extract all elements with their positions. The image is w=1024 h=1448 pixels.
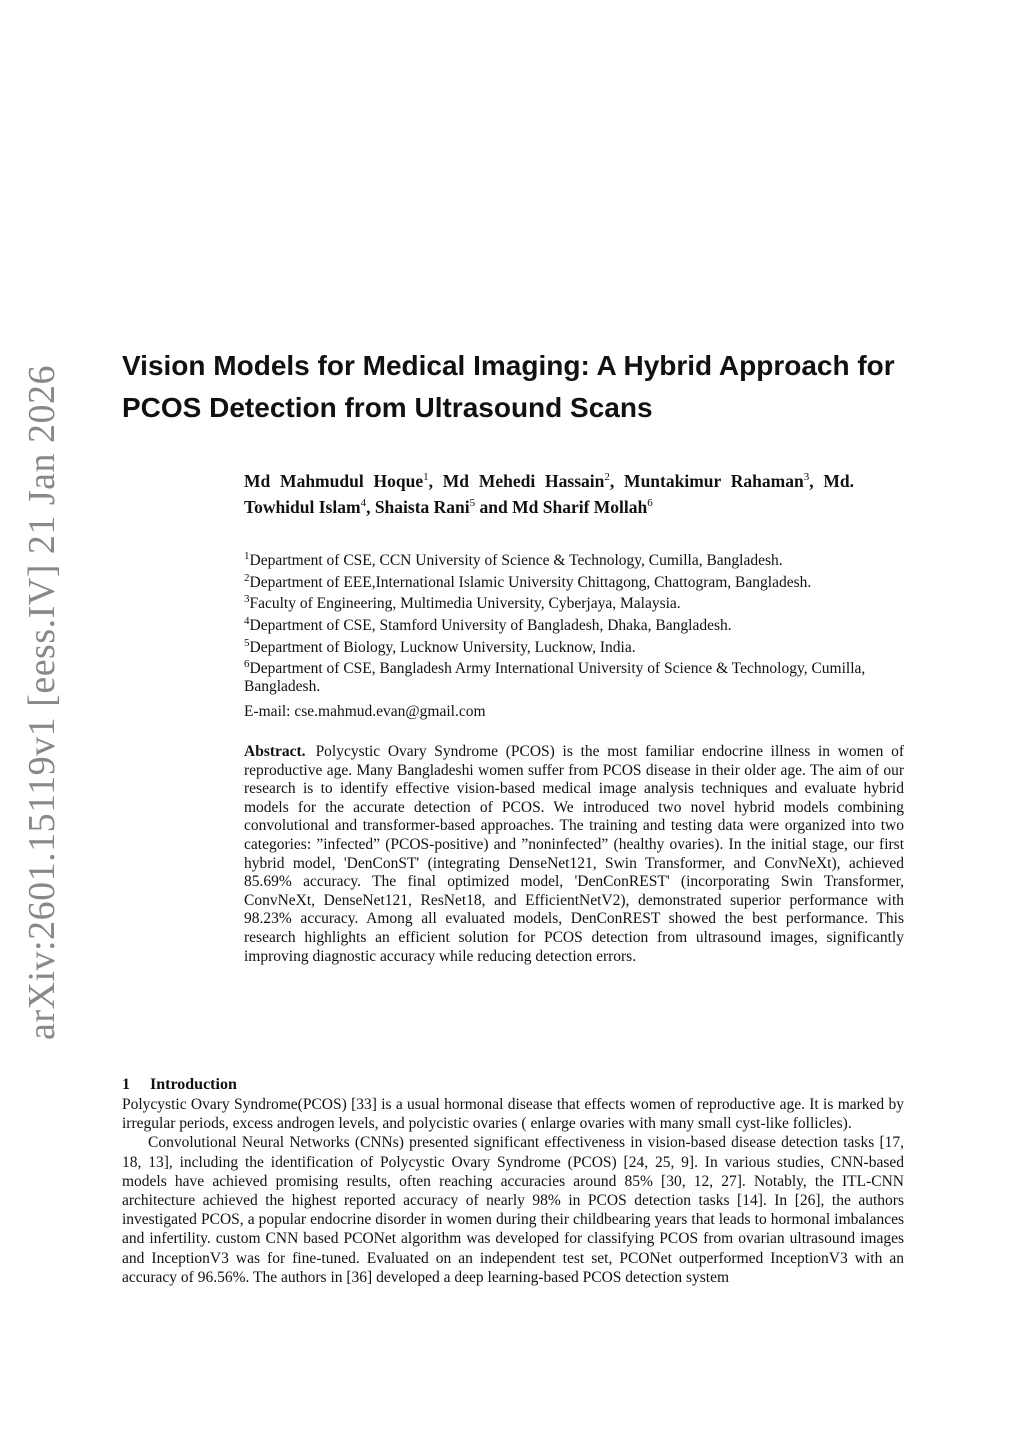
author-affil-mark: 6	[647, 496, 653, 509]
affiliation-mark: 1	[244, 550, 250, 562]
affiliation-text: Faculty of Engineering, Multimedia University, Cyberjaya, Malaysia.	[249, 595, 681, 613]
paper-title: Vision Models for Medical Imaging: A Hybrid Approach for PCOS Detection from Ultrasound Scans	[122, 350, 895, 423]
abstract-label: Abstract.	[244, 743, 306, 760]
body-paragraph: Polycystic Ovary Syndrome(PCOS) [33] is a usual hormonal disease that effects women of reproductive age. It is marked by irregular periods, excess androgen levels, and polycistic ovaries ( enlarge ovaries with many small cyst-like follicles).	[122, 1096, 904, 1133]
section-number: 1	[122, 1076, 130, 1093]
affiliation-text: Department of Biology, Lucknow University, Lucknow, India.	[249, 638, 636, 656]
body-paragraph: Convolutional Neural Networks (CNNs) presented significant effectiveness in vision-based disease detection tasks [17, 18, 13], including the identification of Polycystic Ovary Syndrome (PCOS) [24, 25, 9]. In various studies, CNN-based models have achieved promising results, often reaching accuracies around 85% [30, 12, 27]. Notably, the ITL-CNN architecture achieved the highest reported accuracy of nearly 98% in PCOS detection tasks [14]. In [26], the authors investigated PCOS, a popular endocrine disorder in women during their childbearing years that leads to hormonal imbalances and infertility. custom CNN based PCONet algorithm was developed for classifying PCOS from ovarian ultrasound images and InceptionV3 was for fine-tuned. Evaluated on an independent test set, PCONet outperformed InceptionV3 with an accuracy of 96.56%. The authors in [36] developed a deep learning-based PCOS detection system	[122, 1134, 904, 1286]
affiliation-mark: 5	[244, 636, 250, 649]
author-name: Md. Towhidul Islam	[244, 470, 855, 517]
author-affil-mark: 3	[803, 471, 810, 483]
author-name: Muntakimur Rahaman	[624, 470, 804, 491]
affiliation	[244, 570, 884, 592]
section-body	[122, 1095, 904, 1287]
affiliation-text: Department of EEE,International Islamic University Chittagong, Chattogram, Bangladesh.	[249, 573, 812, 591]
affiliation-text: Department of CSE, Bangladesh Army International University of Science & Technology, Cumilla, Bangladesh.	[244, 660, 866, 695]
author-separator: ,	[366, 496, 375, 517]
author-name: Md Sharif Mollah	[512, 496, 648, 517]
affiliation	[244, 591, 884, 613]
affiliation	[244, 656, 884, 695]
arxiv-side-stamp: arXiv:2601.15119v1 [eess.IV] 21 Jan 2026	[21, 364, 63, 1040]
author-affil-mark: 5	[469, 496, 476, 509]
affiliation	[244, 635, 884, 657]
affiliation-text: Department of CSE, CCN University of Science & Technology, Cumilla, Bangladesh.	[249, 552, 783, 570]
affiliation	[244, 613, 884, 635]
author-name: Md Mehedi Hassain	[442, 470, 605, 491]
author-affil-mark: 2	[604, 471, 610, 483]
affiliation-mark: 4	[244, 614, 250, 627]
author-separator: ,	[428, 470, 443, 491]
author-name: Shaista Rani	[374, 496, 470, 517]
author-list	[244, 466, 854, 518]
affiliation-list	[244, 548, 884, 695]
affiliation-mark: 2	[244, 571, 250, 584]
author-name: Md Mahmudul Hoque	[244, 470, 424, 491]
affiliation	[244, 548, 884, 570]
author-affil-mark: 4	[360, 496, 367, 509]
author-separator: ,	[809, 470, 824, 491]
author-separator: and	[475, 496, 513, 517]
abstract-text: Polycystic Ovary Syndrome (PCOS) is the most familiar endocrine illness in women of reproductive age. Many Bangladeshi women suffer from PCOS disease in their older age. The aim of our research is to identify effective vision-based medical image analysis techniques and evaluate hybrid models for the accurate detection of PCOS. We introduced two novel hybrid models combining convolutional and transformer-based approaches. The training and testing data were organized into two categories: ”infected” (PCOS-positive) and ”noninfected” (healthy ovaries). In the initial stage, our first hybrid model, 'DenConST' (integrating DenseNet121, Swin Transformer, and ConvNeXt), achieved 85.69% accuracy. The final optimized model, 'DenConREST' (incorporating Swin Transformer, ConvNeXt, DenseNet121, ResNet18, and EfficientNetV2), demonstrated superior performance with 98.23% accuracy. Among all evaluated models, DenConREST showed the best performance. This research highlights an efficient solution for PCOS detection from ultrasound images, significantly improving diagnostic accuracy while reducing detection errors.	[244, 743, 904, 965]
contact-email: E-mail: cse.mahmud.evan@gmail.com	[244, 703, 486, 720]
section-title: Introduction	[150, 1076, 237, 1093]
affiliation-text: Department of CSE, Stamford University of Bangladesh, Dhaka, Bangladesh.	[249, 617, 732, 635]
author-affil-mark: 1	[423, 471, 429, 483]
affiliation-mark: 6	[244, 658, 250, 671]
affiliation-mark: 3	[244, 593, 250, 606]
section-heading	[122, 1076, 522, 1094]
author-separator: ,	[609, 470, 625, 491]
abstract	[244, 743, 904, 966]
